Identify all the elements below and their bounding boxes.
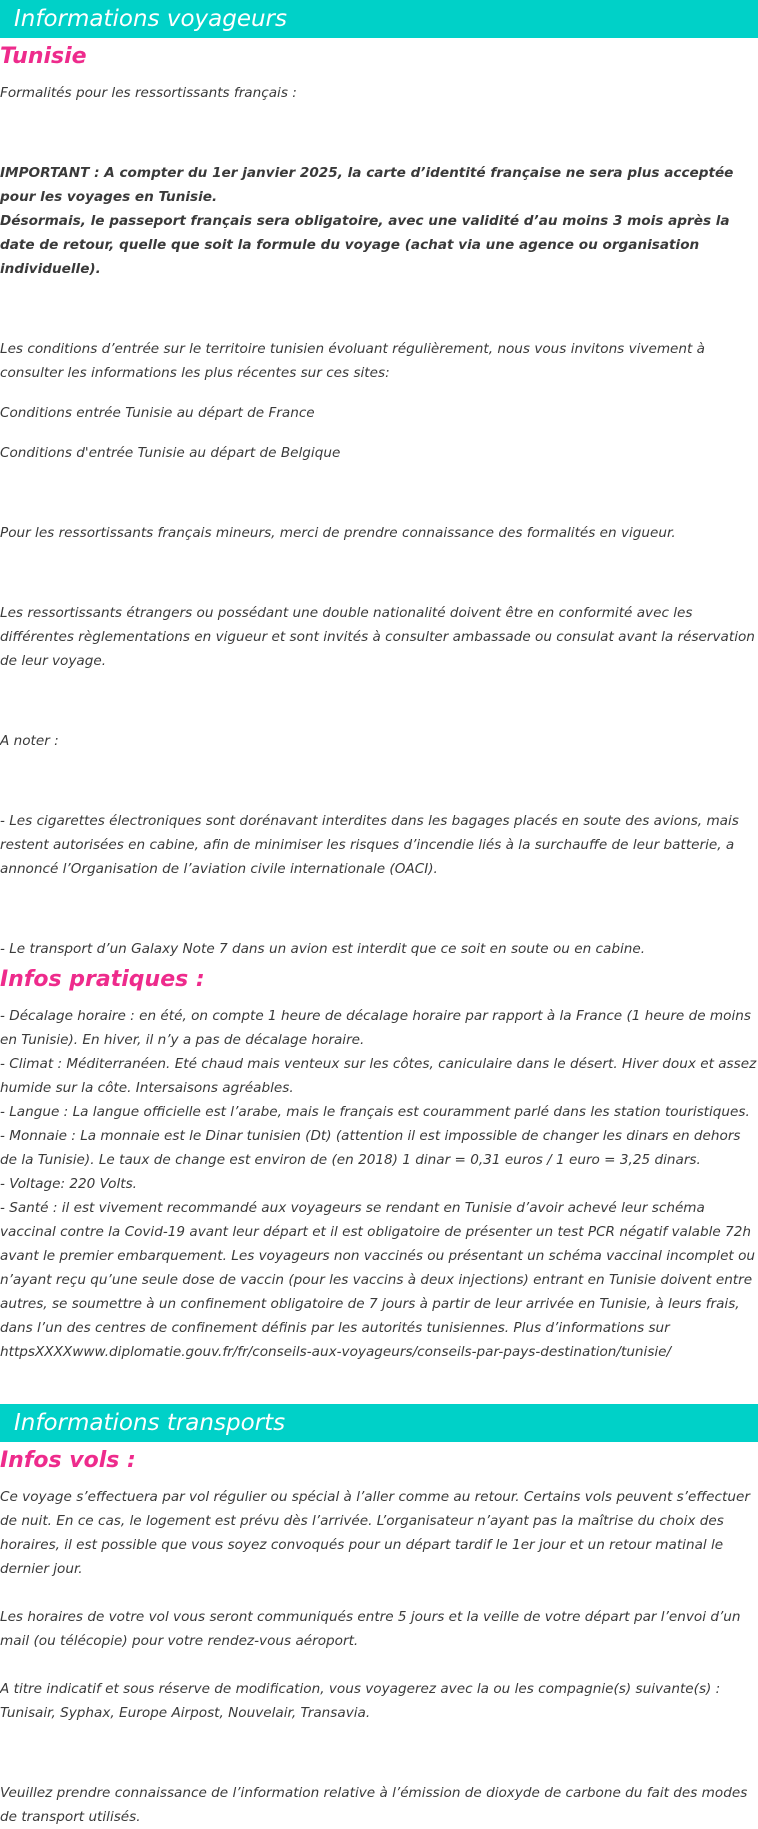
infos-pratiques-text: - Décalage horaire : en été, on compte 1 heure de décalage horaire par rapport à la France (1 heure de moins en Tunisie). En hiver, il n’y a pas de décalage horaire. - Climat : Méditerranéen. Eté chaud mais venteux sur les côtes, caniculaire dans le désert. Hiver doux et assez humide sur la côte. Intersaisons agréables. - Langue : La langue officielle est l’arabe, mais le français est couramment parlé dans les station touristiques. - Monnaie : La monnaie est le Dinar tunisien (Dt) (attention il est impossible de changer les dinars en dehors de la Tunisie). Le taux de change est environ de (en 2018) 1 dinar = 0,31 euros / 1 euro = 3,25 dinars. - Voltage: 220 Volts. - Santé : il est vivement recommandé aux voyageurs se rendant en Tunisie d’avoir achevé leur schéma vaccinal contre la Covid-19 avant leur départ et il est obligatoire de présenter un test PCR négatif valable 72h avant le premier embarquement. Les voyageurs non vaccinés ou présentant un schéma vaccinal incomplet ou n’ayant reçu qu’une seule dose de vaccin (pour les vaccins à deux injections) entrant en Tunisie doivent entre autres, se soumettre à un confinement obligatoire de 7 jours à partir de leur arrivée en Tunisie, à leurs frais, dans l’un des centres de confinement définis par les autorités tunisiennes. Plus d’informations sur httpsXXXXwww.diplomatie.gouv.fr/fr/conseils-aux-voyageurs/conseils-par-pays-destination/tunisie/ [0, 1008, 757, 1360]
vols-paragraph-3: A titre indicatif et sous réserve de modification, vous voyagerez avec la ou les compagnie(s) suivante(s) : Tunisair, Syphax, Europe Airpost, Nouvelair, Transavia. [0, 1681, 721, 1721]
mineurs-text: Pour les ressortissants français mineurs, merci de prendre connaissance des formalités en vigueur. [0, 525, 676, 541]
link-conditions-france[interactable]: Conditions entrée Tunisie au départ de France [0, 405, 315, 421]
infos-vols-title: Infos vols : [0, 1448, 136, 1473]
a-noter-label: A noter : [0, 733, 59, 749]
galaxy-notice: - Le transport d’un Galaxy Note 7 dans un avion est interdit que ce soit en soute ou en cabine. [0, 941, 646, 957]
section-banner-voyageurs: Informations voyageurs [0, 0, 758, 38]
etrangers-text: Les ressortissants étrangers ou possédant une double nationalité doivent être en conformité avec les différentes règlementations en vigueur et sont invités à consulter ambassade ou consulat avant la réservation de leur voyage. [0, 605, 755, 669]
vols-paragraph-2: Les horaires de votre vol vous seront communiqués entre 5 jours et la veille de votre départ par l’envoi d’un mail (ou télécopie) pour votre rendez-vous aéroport. [0, 1609, 741, 1649]
formalites-intro: Formalités pour les ressortissants français : [0, 85, 297, 101]
section-banner-transports: Informations transports [0, 1404, 758, 1442]
important-notice-1: IMPORTANT : A compter du 1er janvier 2025, la carte d’identité française ne sera plus acceptée pour les voyages en Tunisie. [0, 165, 734, 205]
link-conditions-belgique[interactable]: Conditions d'entrée Tunisie au départ de Belgique [0, 445, 341, 461]
vols-paragraph-1: Ce voyage s’effectuera par vol régulier ou spécial à l’aller comme au retour. Certains vols peuvent s’effectuer de nuit. En ce cas, le logement est prévu dès l’arrivée. L’organisateur n’ayant pas la maîtrise du choix des horaires, il est possible que vous soyez convoqués pour un départ tardif le 1er jour et un retour matinal le dernier jour. [0, 1489, 750, 1577]
conditions-text: Les conditions d’entrée sur le territoire tunisien évoluant régulièrement, nous vous invitons vivement à consulter les informations les plus récentes sur ces sites: [0, 341, 706, 381]
important-notice-2: Désormais, le passeport français sera obligatoire, avec une validité d’au moins 3 mois après la date de retour, quelle que soit la formule du voyage (achat via une agence ou organisation individuelle). [0, 213, 730, 277]
cigarettes-notice: - Les cigarettes électroniques sont dorénavant interdites dans les bagages placés en soute des avions, mais restent autorisées en cabine, afin de minimiser les risques d’incendie liés à la surchauffe de leur batterie, a annoncé l’Organisation de l’aviation civile internationale (OACI). [0, 813, 739, 877]
country-title: Tunisie [0, 44, 87, 69]
vols-paragraph-4: Veuillez prendre connaissance de l’information relative à l’émission de dioxyde de carbone du fait des modes de transport utilisés. [0, 1785, 748, 1825]
infos-pratiques-title: Infos pratiques : [0, 967, 205, 992]
